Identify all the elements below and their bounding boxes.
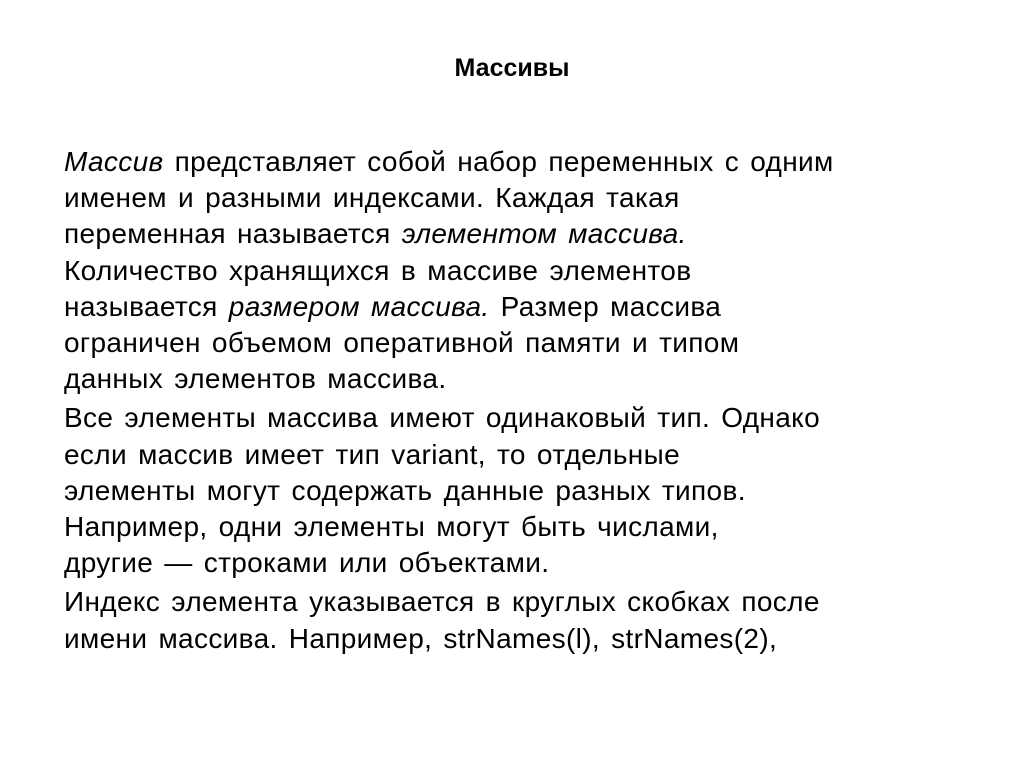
text-run: называется xyxy=(64,290,229,322)
paragraph xyxy=(64,584,969,656)
text-line xyxy=(64,473,969,509)
emphasized-term: размером массива. xyxy=(228,290,490,322)
text-run: если массив имеет тип variant, то отдельные xyxy=(64,438,680,470)
emphasized-term: Массив xyxy=(64,146,164,177)
text-line xyxy=(64,325,969,361)
text-line xyxy=(64,180,969,216)
text-line xyxy=(64,361,969,397)
text-line xyxy=(64,400,969,436)
text-run: переменная называется xyxy=(64,218,402,250)
text-run: именем и разными индексами. Каждая такая xyxy=(64,182,680,214)
text-run: Размер массива xyxy=(489,290,722,322)
text-run: Например, одни элементы могут быть числами, xyxy=(64,511,719,543)
text-run: имени массива. Например, strNames(l), strNames(2), xyxy=(64,622,778,654)
emphasized-term: элементом массива. xyxy=(401,218,687,250)
text-run: данных элементов массива. xyxy=(64,363,447,395)
text-line xyxy=(64,584,969,620)
text-line xyxy=(64,144,969,180)
text-run: Количество хранящихся в массиве элементов xyxy=(64,254,692,286)
text-line xyxy=(64,545,969,581)
text-run: ограничен объемом оперативной памяти и типом xyxy=(64,327,740,359)
slide-title: Массивы xyxy=(454,54,570,82)
text-line xyxy=(64,437,969,473)
text-run: другие — строками или объектами. xyxy=(64,547,550,579)
text-line xyxy=(64,289,969,325)
text-line xyxy=(64,621,969,657)
text-line xyxy=(64,253,969,289)
slide-body xyxy=(64,144,969,660)
paragraph xyxy=(64,400,969,581)
text-run: Все элементы массива имеют одинаковый тип. Однако xyxy=(64,402,820,434)
text-run: представляет собой набор переменных с одним xyxy=(163,146,834,177)
text-run: Индекс элемента указывается в круглых скобках после xyxy=(64,586,820,618)
text-line xyxy=(64,216,969,252)
paragraph xyxy=(64,144,969,397)
text-line xyxy=(64,509,969,545)
text-run: элементы могут содержать данные разных типов. xyxy=(64,474,746,506)
